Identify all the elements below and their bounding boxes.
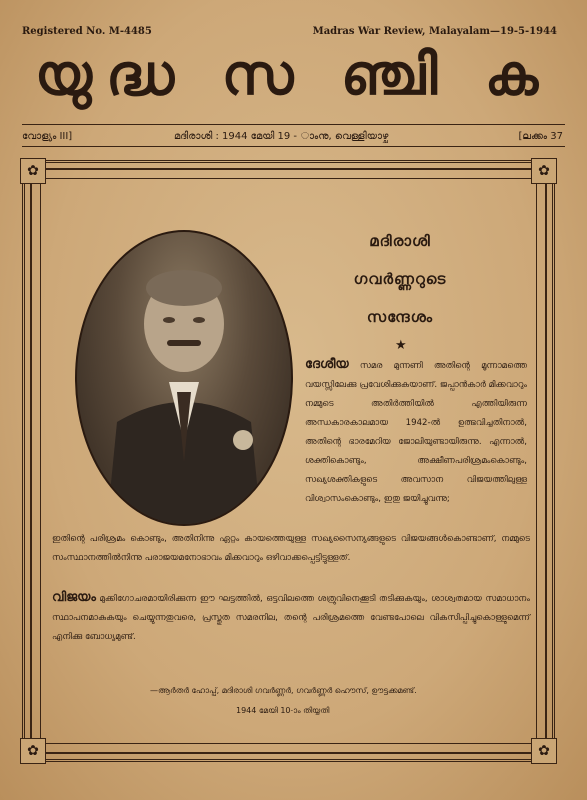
publication-line: Madras War Review, Malayalam—19-5-1944 (312, 26, 557, 37)
paragraph-2: ഇതിന്റെ പരിശ്രമം കൊണ്ടും, അതിനിന്നു ഏറ്റം കായത്തെയുള്ള സഖ്യസൈന്യങ്ങളുടെ വിജയങ്ങൾകൊണ്ടാണ്, നമ്മുടെ സംസ്ഥാനത്തിൽനിന്നു പരാജയമനോഭാവം മിക്കവാറും ഒഴിവാക്കപ്പെട്ടിട്ടുള്ളത്. (52, 534, 530, 563)
registration-number: Registered No. M-4485 (22, 26, 152, 37)
signature-line: —ആർതർ ഹോപ്പ്, മദിരാശി ഗവർണ്ണർ, ഗവർണ്ണർ ഹൌസ്, ഊട്ടക്കമണ്ട്. (150, 686, 417, 695)
paragraph-3-lead: വിജയം (52, 590, 96, 605)
star-icon: ★ (395, 338, 407, 353)
portrait-illustration (77, 232, 291, 524)
corner-ornament-icon: ✿ (20, 158, 46, 184)
corner-ornament-icon: ✿ (531, 738, 557, 764)
paragraph-1-lead: ദേശീയ (305, 357, 349, 372)
volume-label: വോള്യം III] (22, 131, 73, 142)
paragraph-1 (305, 355, 527, 509)
corner-ornament-icon: ✿ (531, 158, 557, 184)
paragraph-3-text: മുക്കിഗോചരമായിരിക്കുന്ന ഈ ഘട്ടത്തിൽ, ഒട്ടവിലത്തെ ശത്രുവിനെക്കൂടി തടിക്കുകയും, ശാശ്വതമായ സമാധാനം സ്ഥാപനമാകുകയും ചെയ്യുന്നതുവരെ, പ്രസ്തുത സമരനില, തന്റെ പരിശ്രമത്തെ വേണ്ടപോലെ വികസിപ്പിച്ചുകൊള്ളുമെന്ന് എനിക്കു ബോധ്യമുണ്ട്. (52, 594, 530, 642)
article-title-line-2: ഗവർണ്ണറുടെ (353, 270, 447, 288)
header-rule-bottom (22, 146, 565, 147)
issue-number: [ലക്കം 37 (518, 131, 563, 142)
article-title-line-3: സന്ദേശം (366, 308, 434, 326)
paragraph-1-text: സമര മുന്നണി അതിന്റെ മൂന്നാമത്തെ വയസ്സിലേക്കു പ്രവേശിക്കുകയാണ്. ജപ്പാൻകാർ മിക്കവാറും നമ്മുടെ അതിർത്തിയിൽ എത്തിയിരുന്ന അന്ധകാരകാലമായ 1942-ൽ ഉത്ഭവിച്ചതിനാൽ, അതിന്റെ ഭാരമേറിയ ജോലിയുണ്ടായിരുന്നു. എന്നാൽ, ശക്തികൊണ്ടും, അക്ഷീണപരിശ്രമംകൊണ്ടും, സഖ്യശക്തികളുടെ അവസാന വിജയത്തിലുള്ള വിശ്വാസംകൊണ്ടും, ഇതു ജയിച്ചുവന്നു; (305, 361, 528, 504)
paragraph-3 (52, 588, 530, 647)
issue-line (22, 128, 565, 146)
masthead-title: യുദ്ധ സ ഞ്ചി ക (34, 43, 553, 108)
governor-portrait (75, 230, 293, 526)
issue-date: മദിരാശി : 1944 മേയി 19 - ാംനു, വെള്ളിയാഴ്ച (174, 131, 389, 142)
corner-ornament-icon: ✿ (20, 738, 46, 764)
signature-date: 1944 മേയി 10-ാം തിയ്യതി (236, 706, 330, 715)
article-title-line-1: മദിരാശി (369, 232, 431, 250)
header-rule-top (22, 124, 565, 125)
